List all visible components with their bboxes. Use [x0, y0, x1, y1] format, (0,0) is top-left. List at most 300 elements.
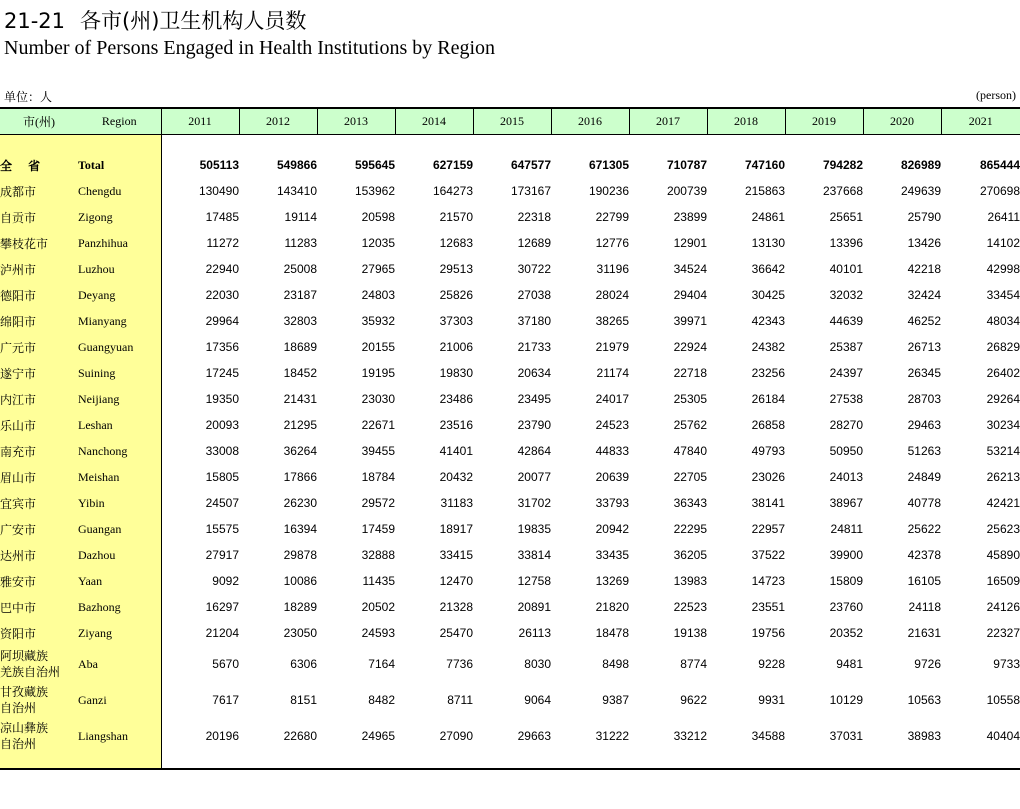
value-cell: 24593 [361, 626, 395, 640]
value-cell: 9387 [602, 693, 629, 707]
region-name-en: Yaan [78, 573, 103, 588]
value-cell: 29572 [361, 496, 395, 510]
value-cell: 23551 [751, 600, 785, 614]
value-cell: 36343 [673, 496, 707, 510]
value-cell: 17866 [283, 470, 317, 484]
value-cell: 28270 [829, 418, 863, 432]
value-cell: 15809 [829, 574, 863, 588]
city-name-cn: 达州市 [0, 548, 37, 563]
region-name-en: Yibin [78, 495, 105, 510]
value-cell: 13269 [595, 574, 629, 588]
value-cell: 25387 [829, 340, 863, 354]
value-cell: 28024 [595, 288, 629, 302]
value-cell: 36642 [751, 262, 785, 276]
unit-label-cn: 单位：人 [4, 90, 53, 104]
value-cell: 16105 [907, 574, 941, 588]
value-cell: 7736 [446, 657, 473, 671]
table-title-en: Number of Persons Engaged in Health Institutions by Region [4, 37, 496, 59]
value-cell: 37522 [751, 548, 785, 562]
value-cell: 37031 [829, 729, 863, 743]
value-cell: 47840 [673, 444, 707, 458]
value-cell: 25470 [439, 626, 473, 640]
value-cell: 27965 [361, 262, 395, 276]
region-name-en: Deyang [78, 287, 116, 302]
value-cell: 15575 [205, 522, 239, 536]
value-cell: 865444 [979, 158, 1020, 172]
value-cell: 26213 [986, 470, 1020, 484]
table-row [0, 178, 1020, 204]
value-cell: 26858 [751, 418, 785, 432]
value-cell: 29513 [439, 262, 473, 276]
value-cell: 8498 [602, 657, 629, 671]
value-cell: 794282 [822, 158, 863, 172]
city-name-cn: 巴中市 [0, 600, 37, 615]
city-name-cn: 宜宾市 [0, 496, 37, 511]
value-cell: 11283 [284, 236, 317, 250]
data-table [0, 107, 1020, 754]
value-cell: 8774 [680, 657, 707, 671]
value-cell: 249639 [900, 184, 941, 198]
value-cell: 33435 [595, 548, 629, 562]
value-cell: 23790 [517, 418, 551, 432]
table-title-cn [4, 5, 306, 35]
city-name-cn: 雅安市 [0, 574, 37, 589]
value-cell: 22671 [361, 418, 395, 432]
city-name-cn: 南充市 [0, 444, 37, 459]
value-cell: 24382 [751, 340, 785, 354]
table-row [0, 464, 1020, 490]
header-region: Region [78, 108, 161, 134]
value-cell: 29878 [283, 548, 317, 562]
value-cell: 42998 [986, 262, 1020, 276]
value-cell: 9064 [524, 693, 551, 707]
value-cell: 26829 [986, 340, 1020, 354]
value-cell: 38983 [907, 729, 941, 743]
value-cell: 20634 [517, 366, 551, 380]
city-name-cn: 内江市 [0, 392, 37, 407]
value-cell: 25622 [907, 522, 941, 536]
value-cell: 9481 [836, 657, 863, 671]
table-row [0, 360, 1020, 386]
city-name-cn: 绵阳市 [0, 314, 37, 329]
value-cell: 21006 [439, 340, 473, 354]
region-name-en: Leshan [78, 417, 113, 432]
value-cell: 33008 [205, 444, 239, 458]
value-cell: 215863 [744, 184, 785, 198]
table-row [0, 682, 1020, 718]
table-row [0, 256, 1020, 282]
value-cell: 35932 [361, 314, 395, 328]
value-cell: 22924 [673, 340, 707, 354]
value-cell: 505113 [199, 158, 239, 172]
value-cell: 38141 [751, 496, 785, 510]
value-cell: 29964 [205, 314, 239, 328]
value-cell: 26411 [987, 210, 1020, 224]
city-name-cn: 德阳市 [0, 288, 37, 303]
value-cell: 25008 [283, 262, 317, 276]
value-cell: 21570 [439, 210, 473, 224]
value-cell: 39971 [673, 314, 707, 328]
value-cell: 826989 [900, 158, 941, 172]
value-cell: 25305 [673, 392, 707, 406]
value-cell: 20942 [595, 522, 629, 536]
value-cell: 31196 [596, 262, 629, 276]
header-year: 2014 [395, 108, 473, 134]
table-row [0, 620, 1020, 646]
value-cell: 24507 [205, 496, 239, 510]
value-cell: 26184 [751, 392, 785, 406]
value-cell: 21328 [439, 600, 473, 614]
region-name-en: Liangshan [78, 728, 128, 743]
table-row [0, 308, 1020, 334]
value-cell: 38967 [829, 496, 863, 510]
header-year: 2018 [707, 108, 785, 134]
city-name-line: 阿坝藏族 [0, 649, 49, 663]
region-name-en: Guangyuan [78, 339, 134, 354]
value-cell: 17459 [361, 522, 395, 536]
value-cell: 17485 [205, 210, 239, 224]
header-year: 2016 [551, 108, 629, 134]
value-cell: 30234 [986, 418, 1020, 432]
value-cell: 25790 [907, 210, 941, 224]
city-name-cn: 成都市 [0, 184, 37, 199]
value-cell: 51263 [907, 444, 941, 458]
table-number: 21-21 [4, 9, 66, 33]
value-cell: 12683 [439, 236, 473, 250]
value-cell: 24013 [829, 470, 863, 484]
value-cell: 153962 [354, 184, 395, 198]
city-name-line: 自治州 [0, 701, 37, 715]
value-cell: 22523 [673, 600, 707, 614]
value-cell: 19835 [517, 522, 551, 536]
value-cell: 18478 [595, 626, 629, 640]
city-name-line: 羌族自治州 [0, 665, 61, 679]
value-cell: 22705 [673, 470, 707, 484]
region-name-en: Ganzi [78, 692, 107, 707]
value-cell: 23050 [283, 626, 317, 640]
value-cell: 8482 [368, 693, 395, 707]
value-cell: 19138 [673, 626, 707, 640]
value-cell: 20598 [361, 210, 395, 224]
city-name-cn: 广安市 [0, 522, 37, 537]
region-name-en: Mianyang [78, 313, 127, 328]
city-name-cn: 全 省 [0, 158, 47, 173]
value-cell: 34524 [673, 262, 707, 276]
value-cell: 26345 [907, 366, 941, 380]
value-cell: 14102 [986, 236, 1020, 250]
region-name-en: Dazhou [78, 547, 116, 562]
value-cell: 10086 [283, 574, 317, 588]
value-cell: 26713 [907, 340, 941, 354]
value-cell: 28703 [907, 392, 941, 406]
value-cell: 7617 [212, 693, 239, 707]
value-cell: 39455 [361, 444, 395, 458]
region-name-en: Bazhong [78, 599, 121, 614]
value-cell: 6306 [290, 657, 317, 671]
value-cell: 18784 [361, 470, 395, 484]
city-name-cn: 眉山市 [0, 470, 37, 485]
value-cell: 11435 [362, 574, 395, 588]
table-row [0, 490, 1020, 516]
value-cell: 32803 [283, 314, 317, 328]
value-cell: 24523 [595, 418, 629, 432]
value-cell: 27917 [205, 548, 239, 562]
value-cell: 33454 [986, 288, 1020, 302]
value-cell: 16297 [205, 600, 239, 614]
value-cell: 26113 [518, 626, 551, 640]
value-cell: 19756 [751, 626, 785, 640]
value-cell: 9733 [993, 657, 1020, 671]
value-cell: 25623 [986, 522, 1020, 536]
value-cell: 29264 [986, 392, 1020, 406]
value-cell: 9931 [758, 693, 785, 707]
value-cell: 24965 [361, 729, 395, 743]
value-cell: 627159 [432, 158, 473, 172]
value-cell: 17356 [205, 340, 239, 354]
value-cell: 40404 [986, 729, 1020, 743]
header-city: 市(州) [0, 108, 78, 134]
value-cell: 19114 [284, 210, 317, 224]
value-cell: 22799 [595, 210, 629, 224]
value-cell: 9092 [212, 574, 239, 588]
value-cell: 33212 [673, 729, 707, 743]
value-cell: 25762 [673, 418, 707, 432]
table-row [0, 334, 1020, 360]
value-cell: 20093 [205, 418, 239, 432]
table-row [0, 516, 1020, 542]
value-cell: 24811 [830, 522, 863, 536]
value-cell: 14723 [751, 574, 785, 588]
value-cell: 30722 [517, 262, 551, 276]
value-cell: 29463 [907, 418, 941, 432]
city-name-cn [0, 646, 78, 682]
table-row [0, 204, 1020, 230]
value-cell: 19350 [205, 392, 239, 406]
city-name-cn: 遂宁市 [0, 366, 37, 381]
value-cell: 32032 [829, 288, 863, 302]
total-row [0, 152, 1020, 178]
region-name-en: Panzhihua [78, 235, 128, 250]
value-cell: 164273 [432, 184, 473, 198]
title-cn-text: 各市(州)卫生机构人员数 [80, 9, 307, 33]
spacer-row [0, 134, 1020, 152]
value-cell: 39900 [829, 548, 863, 562]
value-cell: 27538 [829, 392, 863, 406]
value-cell: 27090 [439, 729, 473, 743]
value-cell: 13983 [673, 574, 707, 588]
value-cell: 23187 [283, 288, 317, 302]
region-name-en: Chengdu [78, 183, 122, 198]
value-cell: 42218 [907, 262, 941, 276]
value-cell: 36264 [283, 444, 317, 458]
value-cell: 23256 [751, 366, 785, 380]
value-cell: 40778 [907, 496, 941, 510]
region-name-en: Meishan [78, 469, 120, 484]
table-body [0, 134, 1020, 754]
value-cell: 10558 [986, 693, 1020, 707]
value-cell: 8030 [524, 657, 551, 671]
table-row [0, 412, 1020, 438]
value-cell: 21295 [283, 418, 317, 432]
city-name-cn: 广元市 [0, 340, 37, 355]
value-cell: 26402 [986, 366, 1020, 380]
region-name-en: Suining [78, 365, 116, 380]
header-row [0, 108, 1020, 134]
value-cell: 26230 [283, 496, 317, 510]
value-cell: 20891 [517, 600, 551, 614]
value-cell: 17245 [205, 366, 239, 380]
value-cell: 12470 [439, 574, 473, 588]
value-cell: 44833 [595, 444, 629, 458]
value-cell: 200739 [666, 184, 707, 198]
value-cell: 190236 [588, 184, 629, 198]
value-cell: 21431 [283, 392, 317, 406]
value-cell: 549866 [276, 158, 317, 172]
value-cell: 12035 [361, 236, 395, 250]
value-cell: 48034 [986, 314, 1020, 328]
value-cell: 130490 [198, 184, 239, 198]
city-name-cn: 泸州市 [0, 262, 37, 277]
value-cell: 270698 [979, 184, 1020, 198]
header-year: 2019 [785, 108, 863, 134]
header-year: 2017 [629, 108, 707, 134]
city-name-cn [0, 718, 78, 754]
value-cell: 19830 [439, 366, 473, 380]
table-row [0, 438, 1020, 464]
value-cell: 32424 [907, 288, 941, 302]
value-cell: 18689 [283, 340, 317, 354]
value-cell: 20639 [595, 470, 629, 484]
header-year: 2011 [161, 108, 239, 134]
value-cell: 8711 [447, 693, 473, 707]
value-cell: 40101 [829, 262, 863, 276]
city-name-line: 凉山彝族 [0, 721, 49, 735]
region-name-en: Guangan [78, 521, 122, 536]
value-cell: 30425 [751, 288, 785, 302]
value-cell: 18917 [439, 522, 473, 536]
value-cell: 24397 [829, 366, 863, 380]
value-cell: 12901 [673, 236, 707, 250]
value-cell: 12758 [517, 574, 551, 588]
value-cell: 24017 [595, 392, 629, 406]
header-year: 2015 [473, 108, 551, 134]
value-cell: 50950 [829, 444, 863, 458]
value-cell: 23030 [361, 392, 395, 406]
value-cell: 24126 [986, 600, 1020, 614]
value-cell: 16509 [986, 574, 1020, 588]
value-cell: 34588 [751, 729, 785, 743]
value-cell: 11272 [206, 236, 239, 250]
header-year: 2013 [317, 108, 395, 134]
value-cell: 21204 [205, 626, 239, 640]
value-cell: 37180 [517, 314, 551, 328]
value-cell: 647577 [510, 158, 551, 172]
value-cell: 42378 [907, 548, 941, 562]
value-cell: 13396 [829, 236, 863, 250]
value-cell: 33814 [517, 548, 551, 562]
value-cell: 21733 [517, 340, 551, 354]
value-cell: 5670 [212, 657, 239, 671]
value-cell: 24861 [751, 210, 785, 224]
value-cell: 31222 [595, 729, 629, 743]
table-row [0, 594, 1020, 620]
value-cell: 20077 [517, 470, 551, 484]
header-year: 2020 [863, 108, 941, 134]
city-name-cn [0, 682, 78, 718]
value-cell: 36205 [673, 548, 707, 562]
value-cell: 20502 [361, 600, 395, 614]
value-cell: 29663 [517, 729, 551, 743]
region-name-en: Luzhou [78, 261, 115, 276]
table-row [0, 718, 1020, 754]
region-name-en: Neijiang [78, 391, 120, 406]
value-cell: 24849 [907, 470, 941, 484]
value-cell: 23516 [439, 418, 473, 432]
value-cell: 21631 [907, 626, 941, 640]
value-cell: 671305 [588, 158, 629, 172]
header-year: 2012 [239, 108, 317, 134]
value-cell: 22327 [986, 626, 1020, 640]
value-cell: 24118 [908, 600, 941, 614]
value-cell: 23899 [673, 210, 707, 224]
value-cell: 42864 [517, 444, 551, 458]
region-name-en: Zigong [78, 209, 113, 224]
value-cell: 33793 [595, 496, 629, 510]
value-cell: 9622 [680, 693, 707, 707]
city-name-cn: 资阳市 [0, 626, 37, 641]
table-row [0, 386, 1020, 412]
value-cell: 22957 [751, 522, 785, 536]
value-cell: 29404 [673, 288, 707, 302]
value-cell: 10563 [907, 693, 941, 707]
value-cell: 20432 [439, 470, 473, 484]
region-name-en: Aba [78, 656, 98, 671]
value-cell: 42343 [751, 314, 785, 328]
value-cell: 173167 [510, 184, 551, 198]
value-cell: 49793 [751, 444, 785, 458]
value-cell: 27038 [517, 288, 551, 302]
value-cell: 23486 [439, 392, 473, 406]
value-cell: 53214 [986, 444, 1020, 458]
value-cell: 237668 [822, 184, 863, 198]
table-row [0, 230, 1020, 256]
value-cell: 45890 [986, 548, 1020, 562]
region-name-en: Nanchong [78, 443, 128, 458]
value-cell: 143410 [276, 184, 317, 198]
value-cell: 710787 [666, 158, 707, 172]
value-cell: 37303 [439, 314, 473, 328]
value-cell: 22940 [205, 262, 239, 276]
table-row [0, 646, 1020, 682]
value-cell: 13130 [751, 236, 785, 250]
value-cell: 21820 [595, 600, 629, 614]
value-cell: 23495 [517, 392, 551, 406]
value-cell: 38265 [595, 314, 629, 328]
value-cell: 22718 [673, 366, 707, 380]
value-cell: 33415 [439, 548, 473, 562]
value-cell: 15805 [205, 470, 239, 484]
value-cell: 16394 [283, 522, 317, 536]
value-cell: 31702 [517, 496, 551, 510]
value-cell: 41401 [439, 444, 473, 458]
value-cell: 747160 [744, 158, 785, 172]
value-cell: 8151 [290, 693, 317, 707]
header-year: 2021 [941, 108, 1020, 134]
value-cell: 13426 [907, 236, 941, 250]
value-cell: 20155 [361, 340, 395, 354]
city-name-line: 甘孜藏族 [0, 685, 49, 699]
value-cell: 20352 [829, 626, 863, 640]
